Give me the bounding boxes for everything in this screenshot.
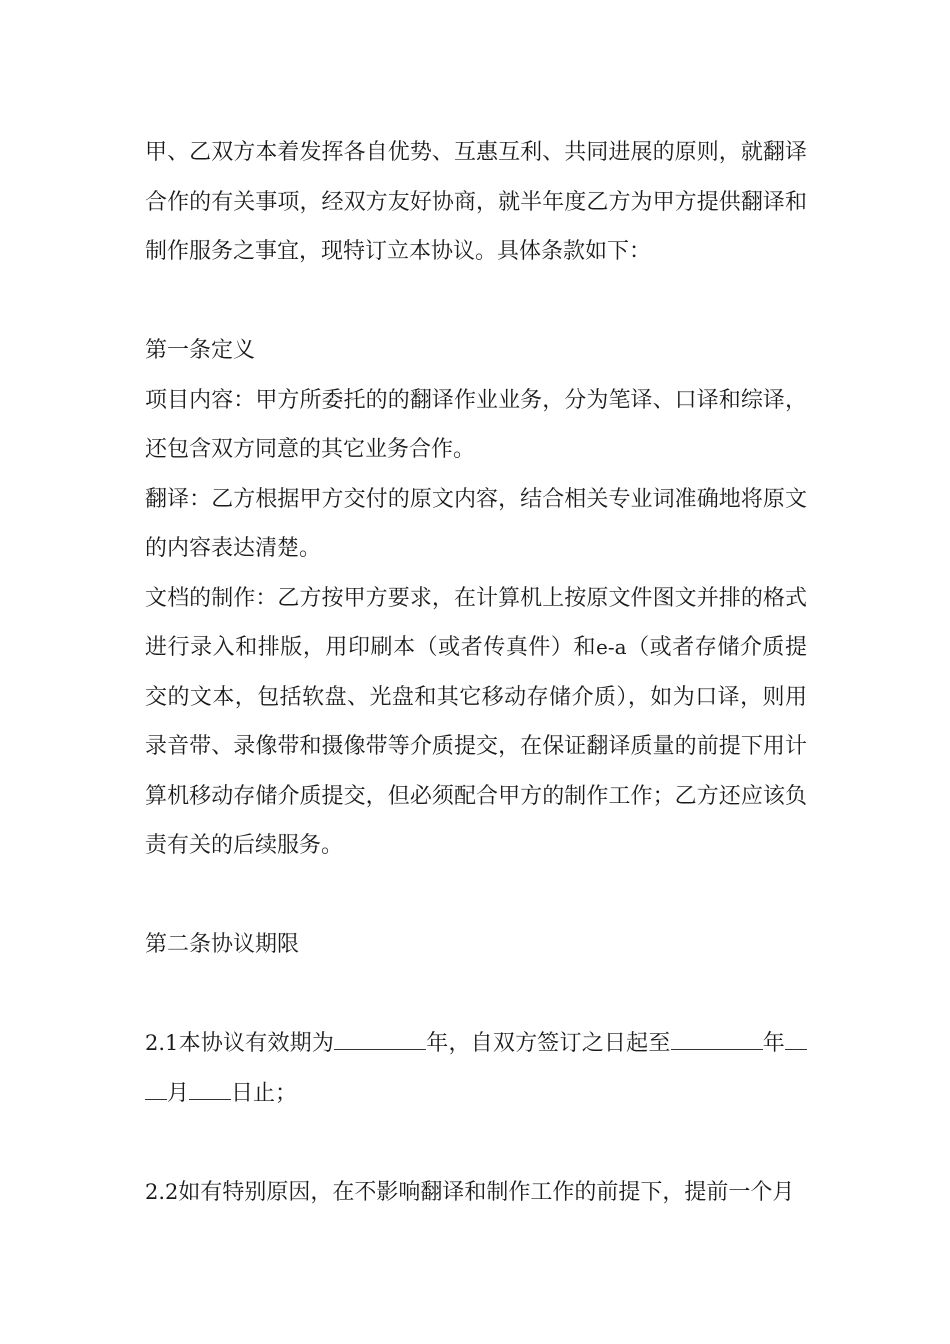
fill-in-blank[interactable]: [785, 1033, 807, 1050]
fill-in-blank[interactable]: [189, 1083, 231, 1100]
clause-text: 年，自双方签订之日起至: [426, 1031, 671, 1056]
article1-item-translation: 翻译：乙方根据甲方交付的原文内容，结合相关专业词准确地将原文的内容表达清楚。: [145, 486, 807, 561]
fill-in-blank[interactable]: [671, 1033, 763, 1050]
fill-in-blank[interactable]: [334, 1033, 426, 1050]
article1-item-project-content: 项目内容：甲方所委托的的翻译作业业务，分为笔译、口译和综译，还包含双方同意的其它业务合作。: [145, 387, 807, 462]
spacer: [145, 1118, 807, 1168]
clause-text: 如有特别原因，在不影响翻译和制作工作的前提下，提前一个月: [178, 1179, 795, 1205]
intro-paragraph: 甲、乙双方本着发挥各自优势、互惠互利、共同进展的原则，就翻译合作的有关事项，经双方友好协商，就半年度乙方为甲方提供翻译和制作服务之事宜，现特订立本协议。具体条款如下：: [145, 140, 807, 264]
spacer: [145, 871, 807, 921]
fill-in-blank[interactable]: [145, 1083, 167, 1100]
spacer: [145, 277, 807, 327]
item3-text-part1: 文档的制作：乙方按甲方要求，在计算机上按原文件图文并排的格式进行录入和排版，用印刷本（或者传真件）和: [145, 585, 807, 660]
clause-text: 月: [167, 1080, 190, 1106]
article1-heading: 第一条定义: [145, 338, 256, 363]
clause-number: 2.1: [145, 1031, 179, 1055]
clause-number: 2.2: [145, 1179, 179, 1204]
item3-latin-term: e-a: [596, 635, 627, 659]
clause-2-2: [145, 1168, 807, 1218]
article2-heading: 第二条协议期限: [145, 932, 300, 957]
spacer: [145, 970, 807, 1020]
clause-text: 日止；: [231, 1080, 298, 1106]
item3-text-part2: （或者存储介质提交的文本，包括软盘、光盘和其它移动存储介质），如为口译，则用录音带、录像带和摄像带等介质提交，在保证翻译质量的前提下用计算机移动存储介质提交，但必须配合甲方的制作工作；乙方还应该负责有关的后续服务。: [145, 635, 807, 858]
article1-item-document-production: [145, 574, 807, 871]
clause-text: 年: [762, 1031, 785, 1056]
document-body: [145, 128, 807, 1217]
clause-2-1: [145, 1019, 807, 1118]
clause-text: 本协议有效期为: [178, 1031, 335, 1056]
